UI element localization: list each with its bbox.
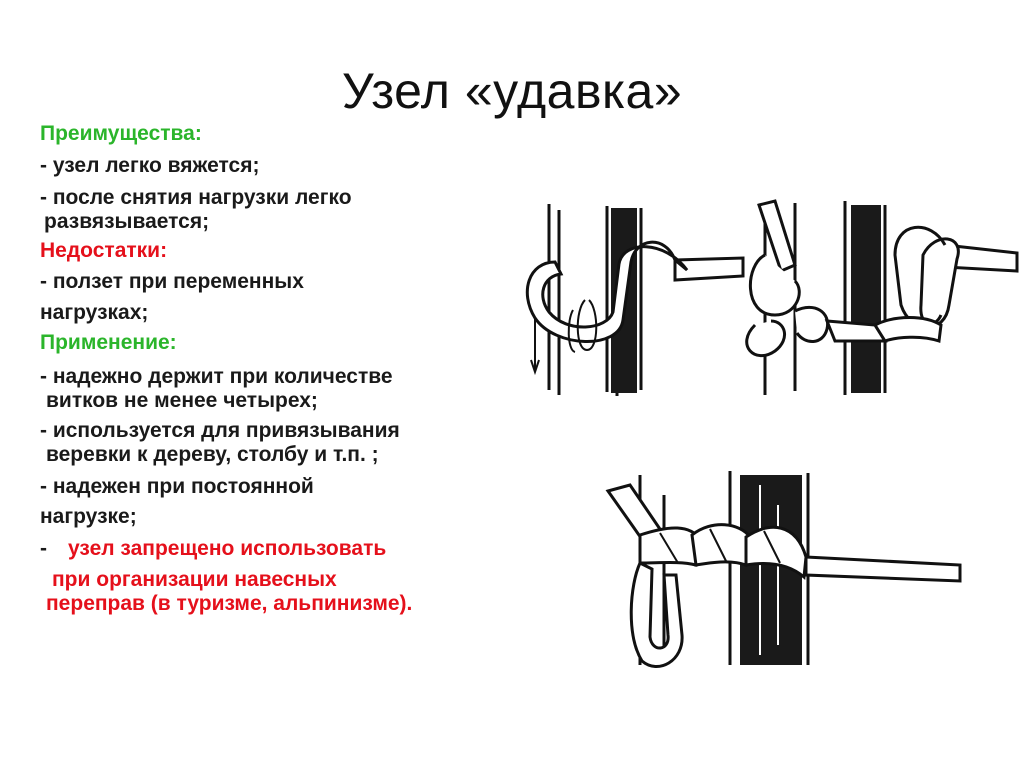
usage-item: - надежен при постоянной bbox=[40, 475, 314, 498]
knot-step-1-icon bbox=[515, 200, 745, 400]
advantage-item: - после снятия нагрузки легко bbox=[40, 186, 352, 209]
advantage-item: - узел легко вяжется; bbox=[40, 154, 260, 177]
slide-title: Узел «удавка» bbox=[341, 63, 683, 119]
usage-item-continued: нагрузке; bbox=[40, 505, 137, 528]
knot-step-2-icon bbox=[735, 195, 1020, 405]
disadvantages-heading: Недостатки: bbox=[40, 239, 168, 262]
usage-item-continued: витков не менее четырех; bbox=[46, 389, 318, 412]
disadvantage-item-continued: нагрузках; bbox=[40, 301, 149, 324]
knot-step-3-icon bbox=[600, 465, 965, 670]
disadvantage-item: - ползет при переменных bbox=[40, 270, 304, 293]
usage-warning: переправ (в туризме, альпинизме). bbox=[46, 592, 413, 615]
advantage-item-continued: развязывается; bbox=[44, 210, 210, 233]
usage-warning: при организации навесных bbox=[52, 568, 337, 591]
usage-item: - используется для привязывания bbox=[40, 419, 400, 442]
usage-heading: Применение: bbox=[40, 331, 177, 354]
usage-bullet: - bbox=[40, 537, 47, 560]
usage-warning: узел запрещено использовать bbox=[68, 537, 387, 560]
usage-item-continued: веревки к дереву, столбу и т.п. ; bbox=[46, 443, 379, 466]
advantages-heading: Преимущества: bbox=[40, 122, 202, 145]
usage-item: - надежно держит при количестве bbox=[40, 365, 393, 388]
